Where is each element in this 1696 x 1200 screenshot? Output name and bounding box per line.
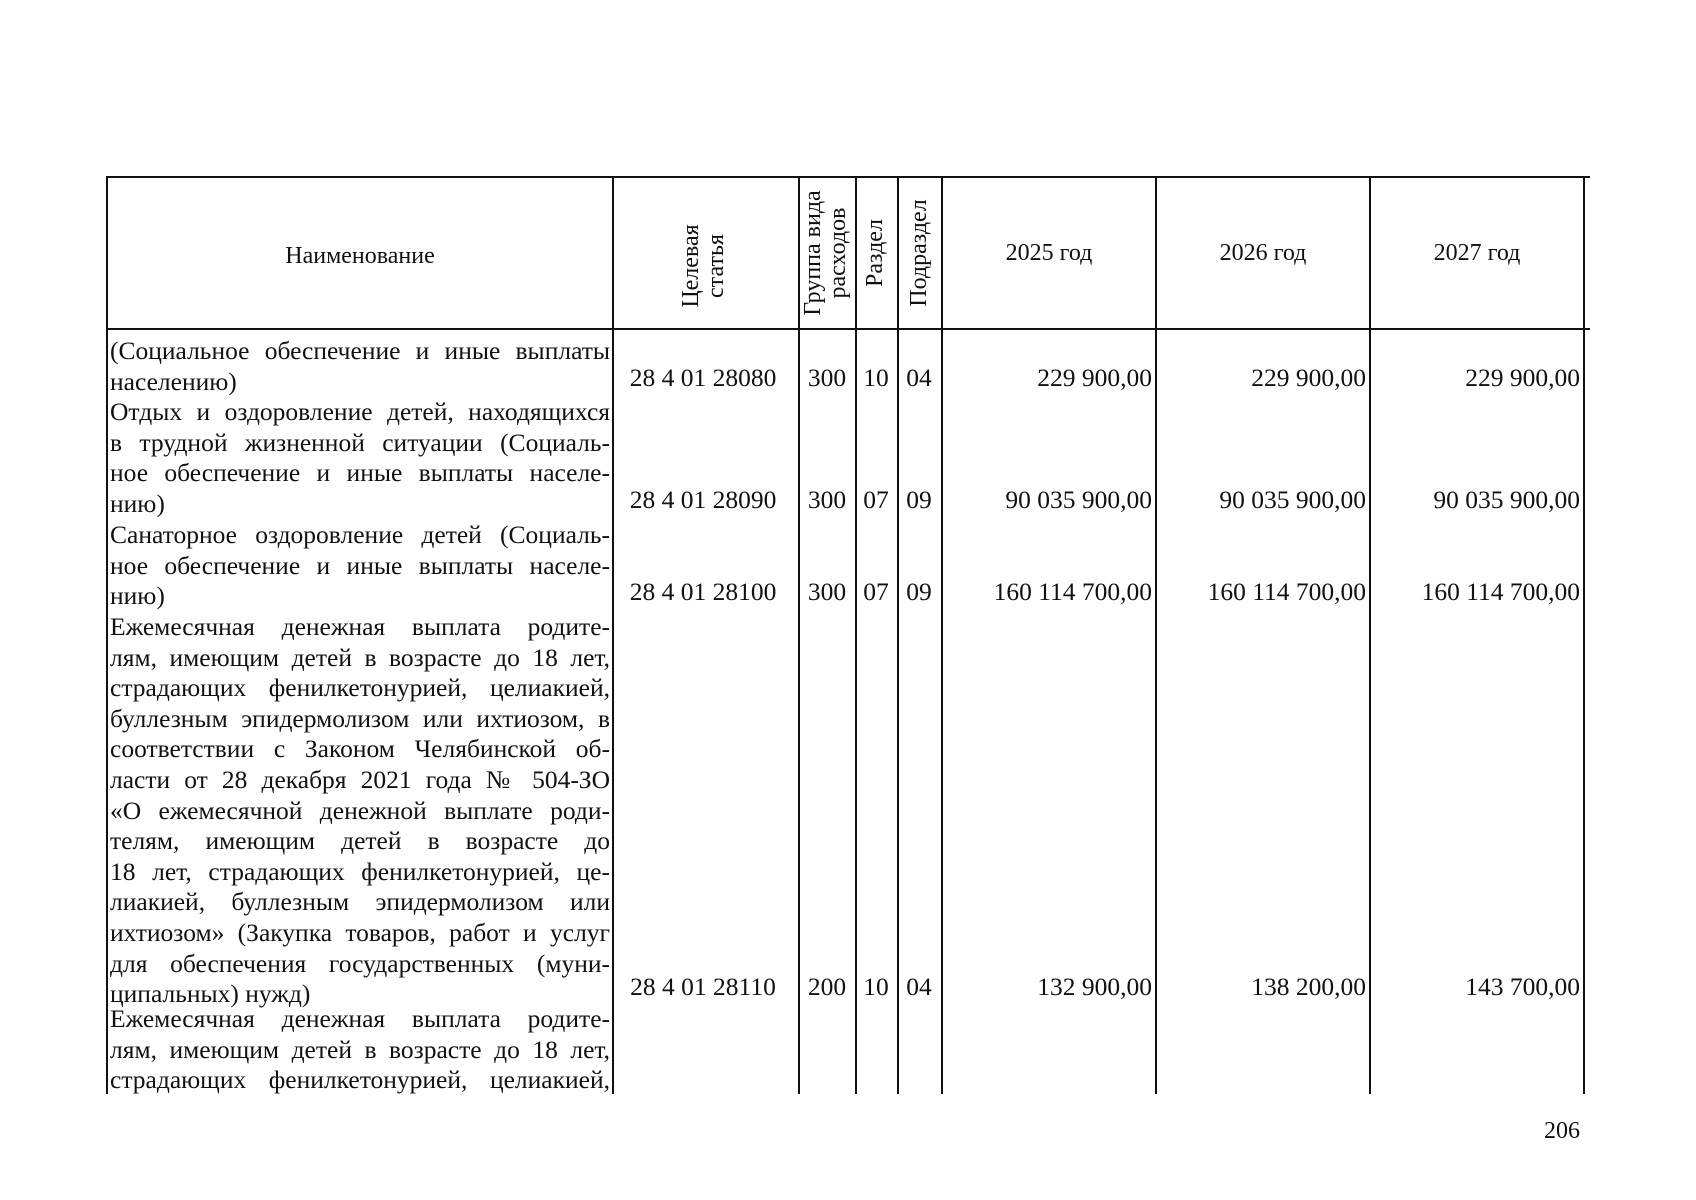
row-2-2026: 90 035 900,00 [1219,485,1366,514]
header-section: Раздел [862,219,888,287]
row-4-code: 28 4 01 28110 [630,972,776,1001]
row-4-2025: 132 900,00 [1037,972,1152,1001]
row-3-section: 07 [863,577,889,606]
row-2-section: 07 [863,485,889,514]
row-4-2027: 143 700,00 [1465,972,1580,1001]
col-divider-name [612,176,614,1094]
header-expense-group: Группа вида расходов [800,190,851,316]
header-subsection: Подраздел [906,199,932,307]
row-3-name: Санаторное оздоровление детей (Социаль- ное обеспечение и иные выплаты населе- нию) [110,520,610,611]
page-number: 206 [1544,1118,1580,1144]
row-2-code: 28 4 01 28090 [629,485,777,514]
header-year-2027: 2027 год [1433,240,1521,266]
row-1-2026: 229 900,00 [1251,363,1366,392]
row-2-group: 300 [807,485,847,514]
row-2-name: Отдых и оздоровление детей, находящихся в трудной жизненной ситуации (Социаль- ное обеспечение и иные выплаты населе- нию) [110,397,610,518]
row-1-group: 300 [807,363,847,392]
header-bottom-border [106,328,1590,330]
header-name: Наименование [285,243,435,269]
row-3-subsection: 09 [906,577,932,606]
header-year-2026: 2026 год [1219,240,1307,266]
row-1-code: 28 4 01 28080 [629,363,777,392]
row-3-group: 300 [807,577,847,606]
table-top-border [106,176,1590,178]
row-1-name: (Социальное обеспечение и иные выплаты населению) [110,336,610,396]
row-2-2025: 90 035 900,00 [1005,485,1152,514]
row-4-section: 10 [863,972,889,1001]
col-divider-2026 [1369,176,1371,1094]
row-5-name: Ежемесячная денежная выплата родите- лям, имеющим детей в возрасте до 18 лет, страдающих фенилкетонурией, целиакией, [110,1004,610,1095]
row-4-group: 200 [807,972,847,1001]
header-year-2025: 2025 год [1005,240,1093,266]
row-2-subsection: 09 [906,485,932,514]
row-4-subsection: 04 [906,972,932,1001]
row-4-2026: 138 200,00 [1251,972,1366,1001]
row-1-2027: 229 900,00 [1465,363,1580,392]
row-3-code: 28 4 01 28100 [629,577,777,606]
row-1-subsection: 04 [906,363,932,392]
row-3-2025: 160 114 700,00 [993,577,1152,606]
row-3-2027: 160 114 700,00 [1421,577,1580,606]
col-divider-group [855,176,857,1094]
header-target-article: Целевая статья [678,224,729,308]
col-divider-2025 [1155,176,1157,1094]
table-left-border [106,176,108,1094]
row-1-2025: 229 900,00 [1037,363,1152,392]
col-divider-section [897,176,899,1094]
col-divider-subsection [941,176,943,1094]
row-3-2026: 160 114 700,00 [1207,577,1366,606]
table-right-border [1583,176,1585,1094]
row-2-2027: 90 035 900,00 [1433,485,1580,514]
row-1-section: 10 [863,363,889,392]
row-4-name: Ежемесячная денежная выплата родите- лям, имеющим детей в возрасте до 18 лет, страдающих фенилкетонурией, целиакией, буллезным эпидермолизом или ихтиозом, в соответствии с Законом Челябинской об- ласти от 28 декабря 2021 года № 504-ЗО «О ежемесячной денежной выплате роди- телям, имеющим детей в возрасте до 18 лет, страдающих фенилкетонурией, це- лиакией, буллезным эпидермолизом или ихтиозом» (Закупка товаров, работ и услуг для обеспечения государственных (муни- ципальных) нужд) [110,612,610,1009]
